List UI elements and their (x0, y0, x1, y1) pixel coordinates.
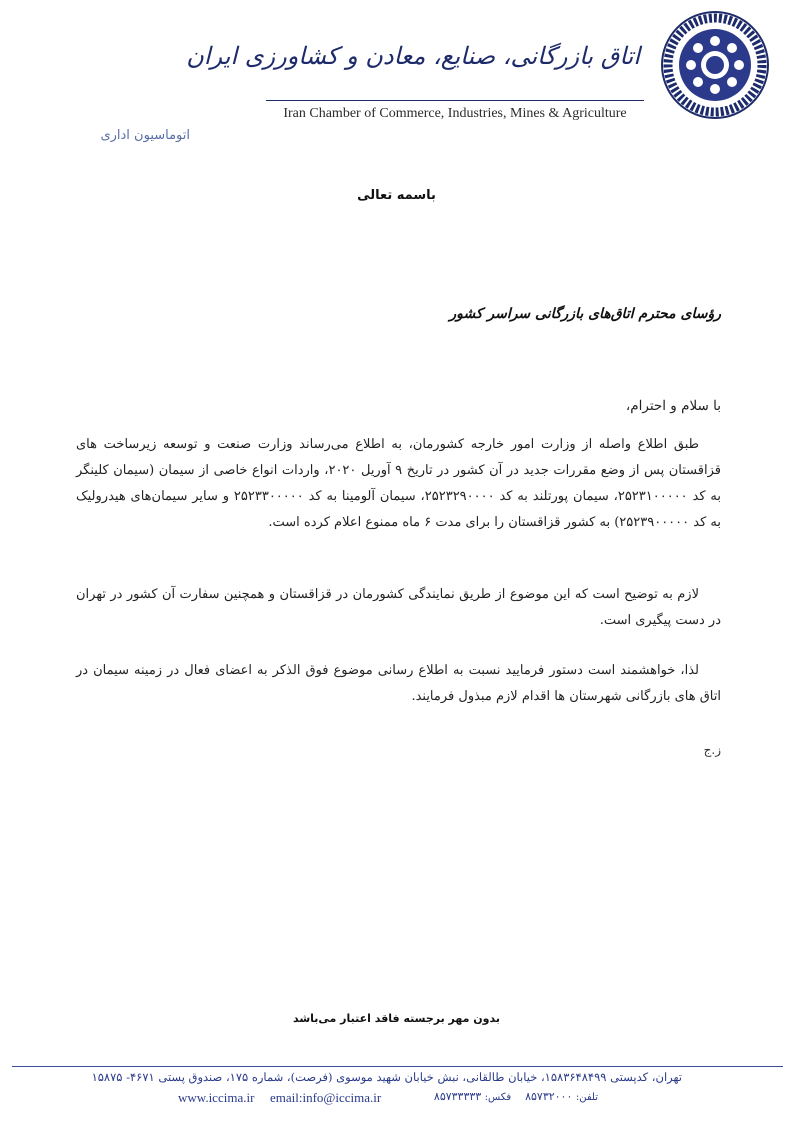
letter-invocation: باسمه تعالی (357, 188, 436, 203)
body-paragraph-2 (76, 582, 721, 634)
fax-label: فکس: (484, 1092, 512, 1103)
body-paragraph-1 (76, 432, 721, 536)
phone-label: تلفن: (575, 1092, 598, 1103)
phone-fax (434, 1090, 598, 1103)
organization-name-en: Iran Chamber of Commerce, Industries, Mines & Agriculture (283, 106, 627, 121)
body-paragraph-3 (76, 658, 721, 710)
phone-number: ۸۵۷۳۲۰۰۰ (525, 1090, 573, 1103)
footer-contact-line (178, 1090, 598, 1108)
fax-number: ۸۵۷۳۳۳۳۳ (433, 1090, 482, 1103)
author-initials: ز.ج (703, 743, 721, 757)
letter-greeting: با سلام و احترام، (625, 398, 721, 414)
email-link[interactable]: email:info@iccima.ir (270, 1090, 382, 1105)
iccima-logo-icon (660, 10, 770, 120)
website-link[interactable]: www.iccima.ir (178, 1090, 255, 1105)
letter-recipient: رؤسای محترم اتاق‌های بازرگانی سراسر کشور (449, 306, 721, 322)
organization-name-fa: اتاق بازرگانی، صنایع، معادن و کشاورزی ایران (186, 42, 640, 70)
header-divider (266, 100, 644, 101)
office-automation-label: اتوماسیون اداری (100, 128, 190, 143)
footer-divider (12, 1066, 783, 1067)
paragraph-text: لذا، خواهشمند است دستور فرمایید نسبت به اطلاع رسانی موضوع فوق الذکر به اعضای فعال در زمینه سیمان در اتاق های بازرگانی شهرستان ها اقدام لازم مبذول فرمایند. (76, 663, 721, 704)
paragraph-text: لازم به توضیح است که این موضوع از طریق نمایندگی کشورمان در قزاقستان و همچنین سفارت آن کشور در تهران در دست پیگیری است. (76, 587, 721, 628)
postal-address: تهران، کدپستی ۱۵۸۳۶۴۸۴۹۹، خیابان طالقانی، نبش خیابان شهید موسوی (فرصت)، شماره ۱۷۵، صندوق پستی ۴۶۷۱- ۱۵۸۷۵ (91, 1070, 682, 1084)
stamp-validity-note: بدون مهر برجسته فاقد اعتبار می‌باشد (292, 1012, 501, 1025)
paragraph-text: طبق اطلاع واصله از وزارت امور خارجه کشورمان، به اطلاع می‌رساند وزارت صنعت و توسعه زیرساخت های قزاقستان پس از وضع مقررات جدید در آن کشور در تاریخ ۹ آوریل ۲۰۲۰، واردات انواع خاصی از سیمان (سیمان کلینگر به کد ۲۵۲۳۱۰۰۰۰۰، سیمان پورتلند به کد ۲۵۲۳۲۹۰۰۰۰، سیمان آلومینا به کد ۲۵۲۳۳۰۰۰۰۰ و سایر سیمان‌های هیدرولیک به کد ۲۵۲۳۹۰۰۰۰۰) به کشور قزاقستان را برای مدت ۶ ماه ممنوع اعلام کرده است. (76, 437, 722, 530)
